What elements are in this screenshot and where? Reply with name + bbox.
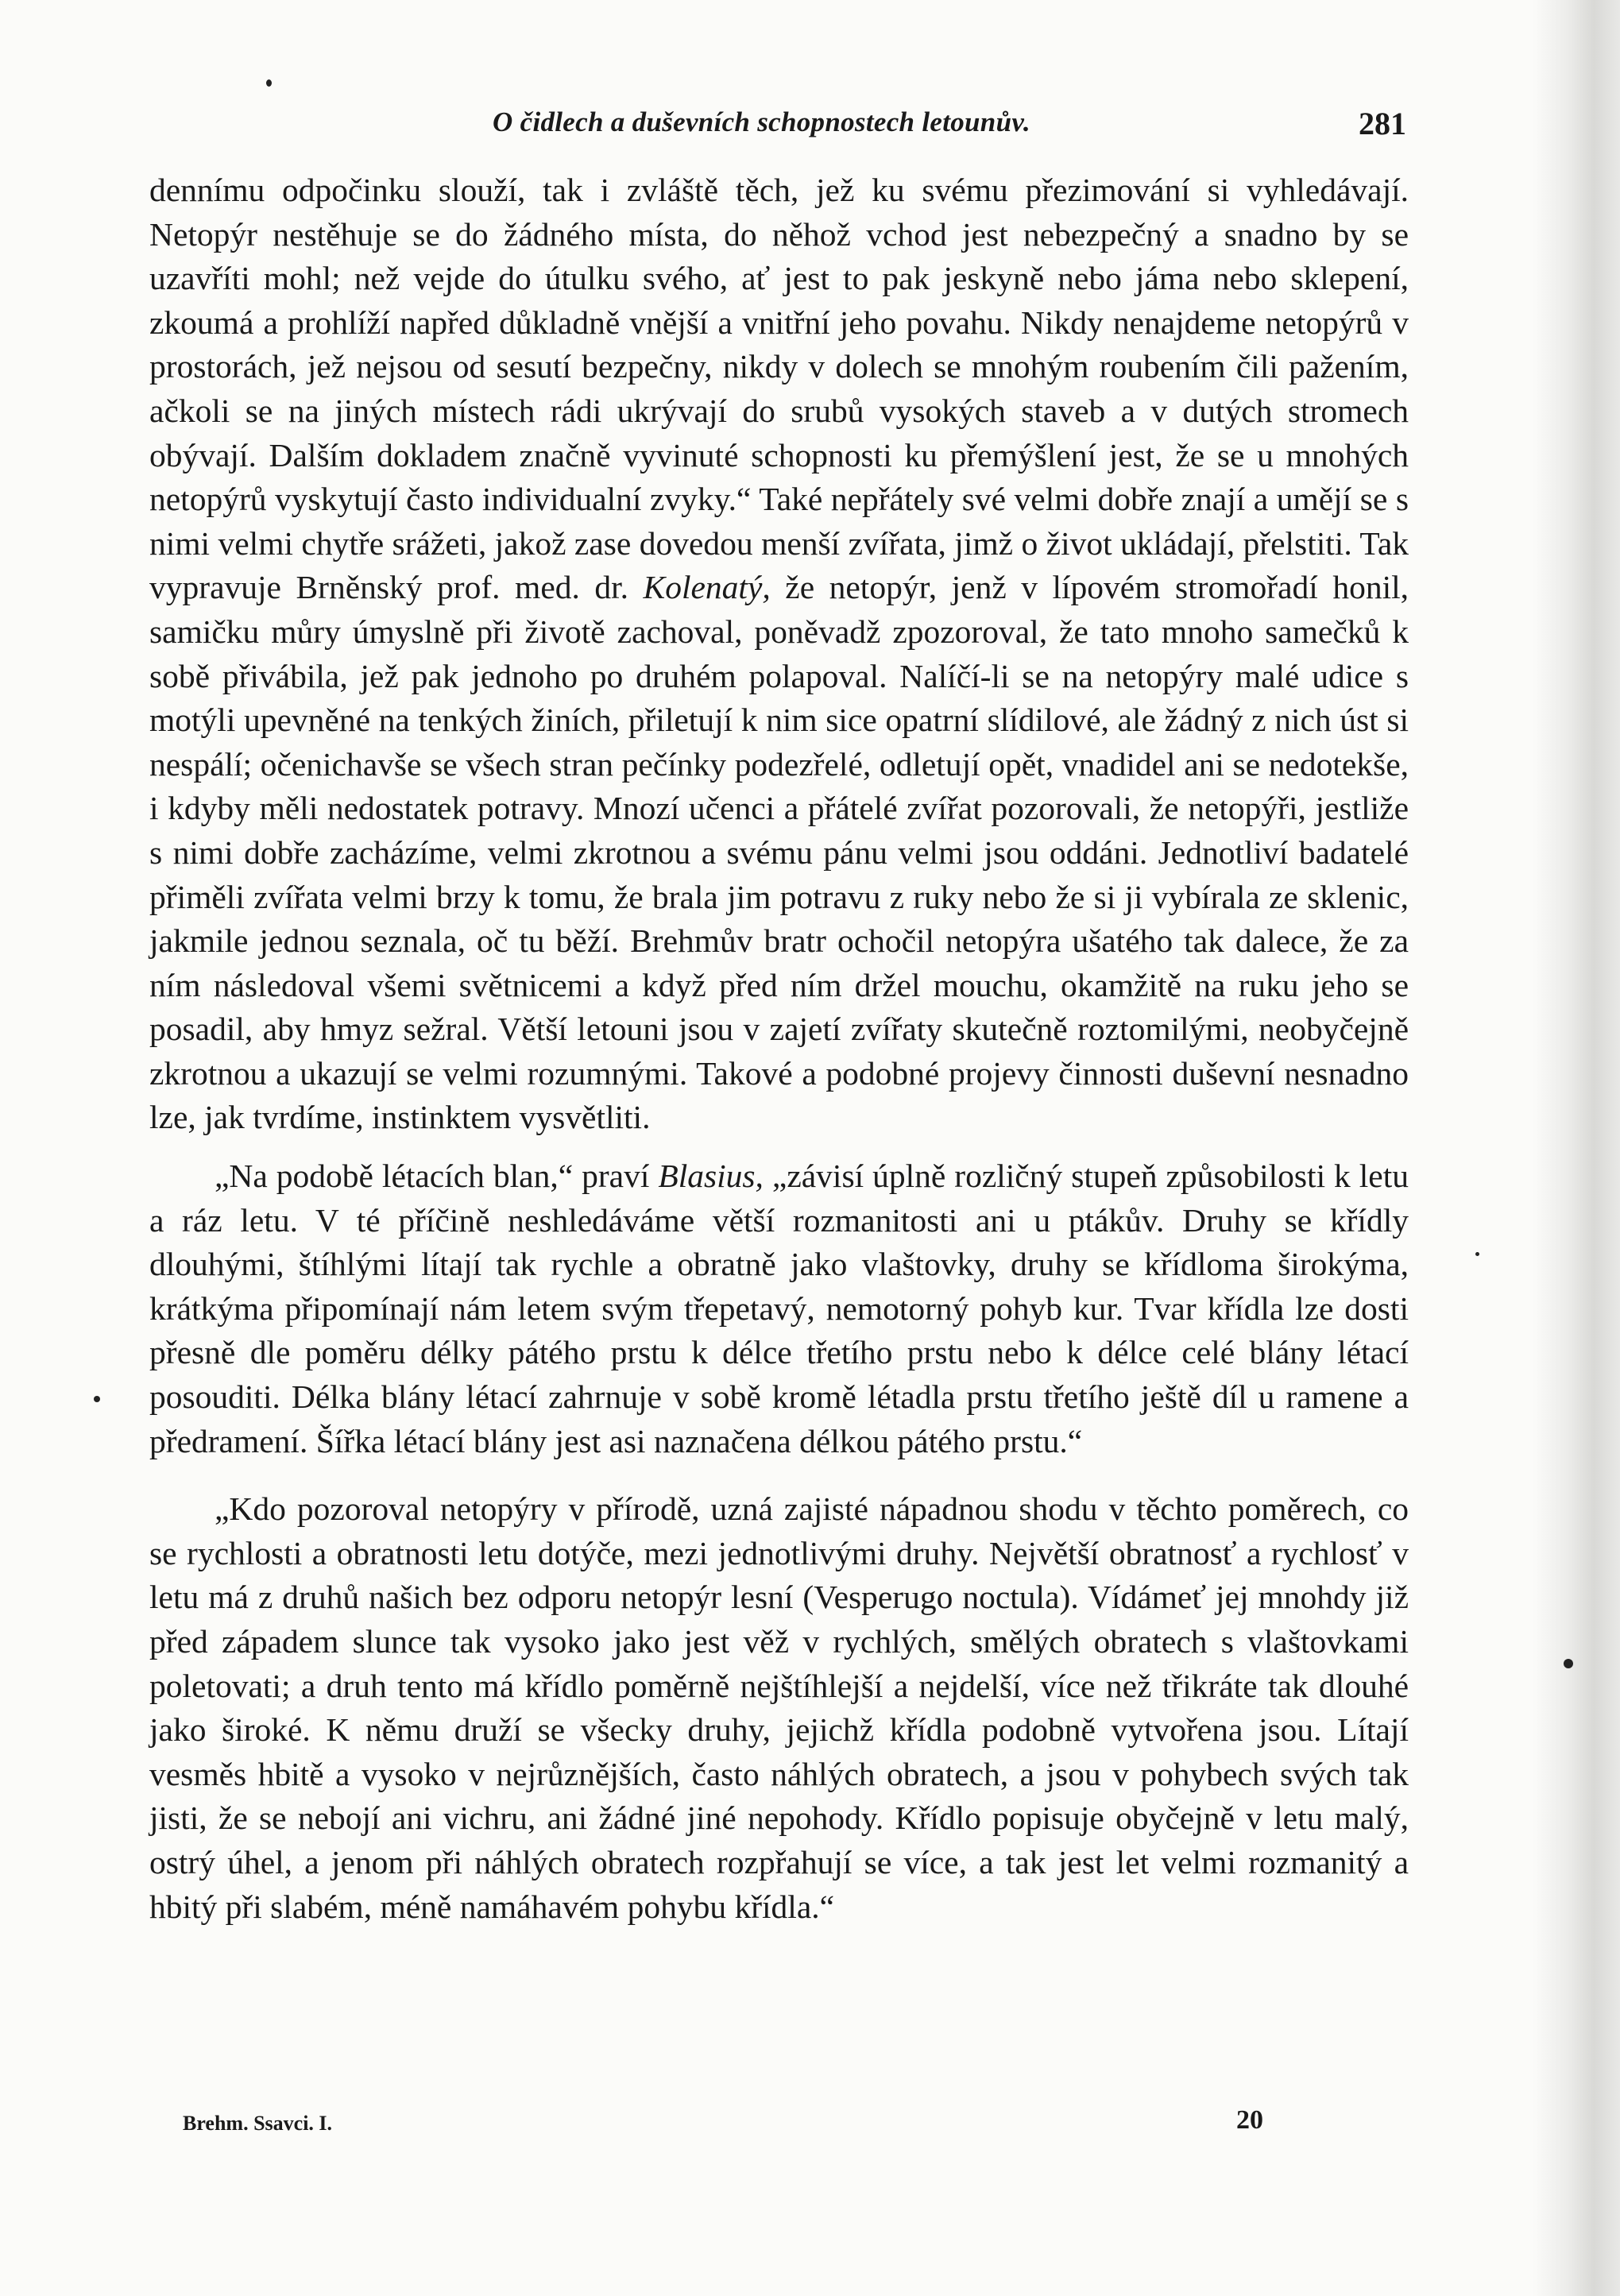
sheet-number: 20 — [1236, 2105, 1263, 2135]
body-text — [149, 168, 1409, 1929]
paragraph-2-text-a: „Na podobě létacích blan,“ praví — [215, 1158, 650, 1195]
page-footer — [183, 2105, 1263, 2159]
paragraph-1-text-b: že netopýr, jenž v lípovém stromořadí honil, samičku můry úmyslně při životě zachoval, poněvadž zpozoroval, že tato mnoho samečků k sobě přivábila, jež pak jednoho po druhém polapoval. Nalíčí-li se na netopýry malé udice s motýli upevněné na tenkých žiních, přiletují k nim sice opatrní slídilové, ale žádný z nich úst si nespálí; očenichavše se všech stran pečínky podezřelé, odletují opět, vnadidel ani se nedotekše, i kdyby měli nedostatek potravy. Mnozí učenci a přátelé zvířat pozorovali, že netopýři, jestliže s nimi dobře zacházíme, velmi zkrotnou a svému pánu velmi jsou oddáni. Jednotliví badatelé přiměli zvířata velmi brzy k tomu, že brala jim potravu z ruky nebo že si ji vybírala ze sklenic, jakmile jednou seznala, oč tu běží. Brehmův bratr ochočil netopýra ušatého tak dalece, že za ním následoval všemi světnicemi a když před ním držel mouchu, okamžitě na ruku jeho se posadil, aby hmyz sežral. Větší letouni jsou v zajetí zvířaty skutečně roztomilými, neobyčejně zkrotnou a ukazují se velmi rozumnými. Takové a podobné projevy činnosti duševní nesnadno lze, jak tvrdíme, instinktem vysvětliti. — [149, 569, 1409, 1136]
printer-signature: Brehm. Ssavci. I. — [183, 2112, 333, 2135]
ink-speck — [266, 79, 272, 87]
author-name-blasius: Blasius, — [658, 1158, 764, 1195]
page-edge-shadow — [1533, 0, 1620, 2296]
ink-speck — [94, 1396, 100, 1402]
paragraph-2 — [149, 1154, 1409, 1463]
paragraph-1-text-a: dennímu odpočinku slouží, tak i zvláště těch, jež ku svému přezimování si vyhledávají. Netopýr nestěhuje se do žádného místa, do něhož vchod jest nebezpečný a snadno by se uzavříti mohl; než vejde do útulku svého, ať jest to pak jeskyně nebo jáma nebo sklepení, zkoumá a prohlíží napřed důkladně vnější a vnitřní jeho povahu. Nikdy nenajdeme netopýrů v prostorách, jež nejsou od sesutí bezpečny, nikdy v dolech se mnohým roubením čili pažením, ačkoli se na jiných místech rádi ukrývají do srubů vysokých staveb a v dutých stromech obývají. Dalším dokladem značně vyvinuté schopnosti ku přemýšlení jest, že se u mnohých netopýrů vyskytují často individualní zvyky.“ Také nepřátely své velmi dobře znají a umějí se s nimi velmi chytře srážeti, jakož zase dovedou menší zvířata, jimž o život ukládají, přelstiti. Tak vypravuje Brněnský prof. med. dr. — [149, 172, 1409, 606]
page-number: 281 — [1359, 106, 1406, 141]
author-name-kolenaty: Kolenatý, — [643, 569, 771, 606]
ink-speck — [1564, 1659, 1573, 1668]
paragraph-1 — [149, 168, 1409, 1140]
ink-speck — [1475, 1252, 1479, 1256]
paragraph-3: „Kdo pozoroval netopýry v přírodě, uzná zajisté nápadnou shodu v těchto poměrech, co se rychlosti a obratnosti letu dotýče, mezi jednotlivými druhy. Největší obratnosť a rychlosť v letu má z druhů našich bez odporu netopýr lesní (Vesperugo noctula). Vídámeť jej mnohdy již před západem slunce tak vysoko jako jest věž v rychlých, smělých obratech s vlaštovkami poletovati; a druh tento má křídlo poměrně nejštíhlejší a nejdelší, více než třikráte tak dlouhé jako široké. K němu druží se všecky druhy, jejichž křídla podobně vytvořena jsou. Lítají vesměs hbitě a vysoko v nejrůznějších, často náhlých obratech, a jsou v pohybech svých tak jisti, že se nebojí ani vichru, ani žádné jiné nepohody. Křídlo popisuje obyčejně v letu malý, ostrý úhel, a jenom při náhlých obratech rozpřahují se více, a tak jest let velmi rozmanitý a hbitý při slabém, méně namáhavém pohybu křídla.“ — [149, 1490, 1409, 1925]
running-title: O čidlech a duševních schopnostech letounův. — [493, 106, 1030, 137]
paragraph-2-text-b: „závisí úplně rozličný stupeň způsobilosti k letu a ráz letu. V té příčině neshledáváme větší rozmanitosti ani u ptákův. Druhy se křídly dlouhými, štíhlými lítají tak rychle a obratně jako vlaštovky, druhy se křídloma širokýma, krátkýma připomínají nám letem svým třepetavý, nemotorný pohyb kur. Tvar křídla lze dosti přesně dle poměru délky pátého prstu k délce třetího prstu nebo k délce celé blány létací posouditi. Délka blány létací zahrnuje v sobě kromě létadla prstu třetího ještě díl u ramene a předramení. Šířka létací blány jest asi naznačena délkou pátého prstu.“ — [149, 1158, 1409, 1459]
running-head — [151, 102, 1406, 149]
